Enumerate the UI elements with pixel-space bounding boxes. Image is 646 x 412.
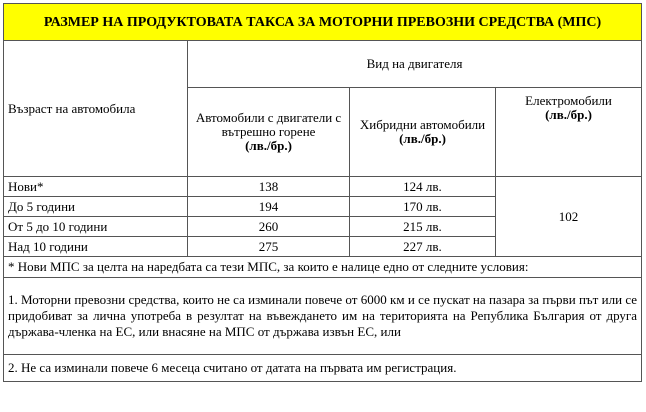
hybrid-column-unit: (лв./бр.)	[399, 131, 446, 146]
ice-fee-cell: 194	[188, 197, 350, 217]
age-header: Възраст на автомобила	[4, 41, 188, 177]
fee-table	[3, 3, 642, 382]
hybrid-column-name: Хибридни автомобили	[359, 117, 486, 132]
table-row	[4, 177, 642, 197]
footnote-condition-1: 1. Моторни превозни средства, които не са изминали повече от 6000 км и се пускат на пазара за първи път или се придобиват за лична употреба в резултат на въвеждането им на територията на Република България от друга държава-членка на ЕС, или внасяне на МПС от държава извън ЕС, или	[4, 278, 642, 355]
hybrid-fee-cell: 170 лв.	[350, 197, 496, 217]
hybrid-column-header	[350, 88, 496, 177]
electric-column-name: Електромобили	[525, 93, 612, 108]
ice-column-name: Автомобили с двигатели с вътрешно горене	[195, 110, 342, 139]
ice-fee-cell: 138	[188, 177, 350, 197]
footnote-condition-2: 2. Не са изминали повече 6 месеца считано от датата на първата им регистрация.	[4, 355, 642, 382]
electric-column-header	[496, 88, 642, 177]
ice-column-unit: (лв./бр.)	[245, 138, 292, 153]
age-cell: От 5 до 10 години	[4, 217, 188, 237]
hybrid-fee-cell: 124 лв.	[350, 177, 496, 197]
engine-type-header: Вид на двигателя	[188, 41, 642, 88]
electric-fee-cell: 102	[496, 177, 642, 257]
electric-column-unit: (лв./бр.)	[545, 107, 592, 122]
age-cell: До 5 години	[4, 197, 188, 217]
hybrid-fee-cell: 215 лв.	[350, 217, 496, 237]
hybrid-fee-cell: 227 лв.	[350, 237, 496, 257]
age-cell: Нови*	[4, 177, 188, 197]
table-title: РАЗМЕР НА ПРОДУКТОВАТА ТАКСА ЗА МОТОРНИ ПРЕВОЗНИ СРЕДСТВА (МПС)	[4, 4, 642, 41]
footnote-definition: * Нови МПС за целта на наредбата са тези МПС, за които е налице едно от следните условия:	[4, 257, 642, 278]
age-cell: Над 10 години	[4, 237, 188, 257]
ice-fee-cell: 275	[188, 237, 350, 257]
ice-column-header	[188, 88, 350, 177]
ice-fee-cell: 260	[188, 217, 350, 237]
